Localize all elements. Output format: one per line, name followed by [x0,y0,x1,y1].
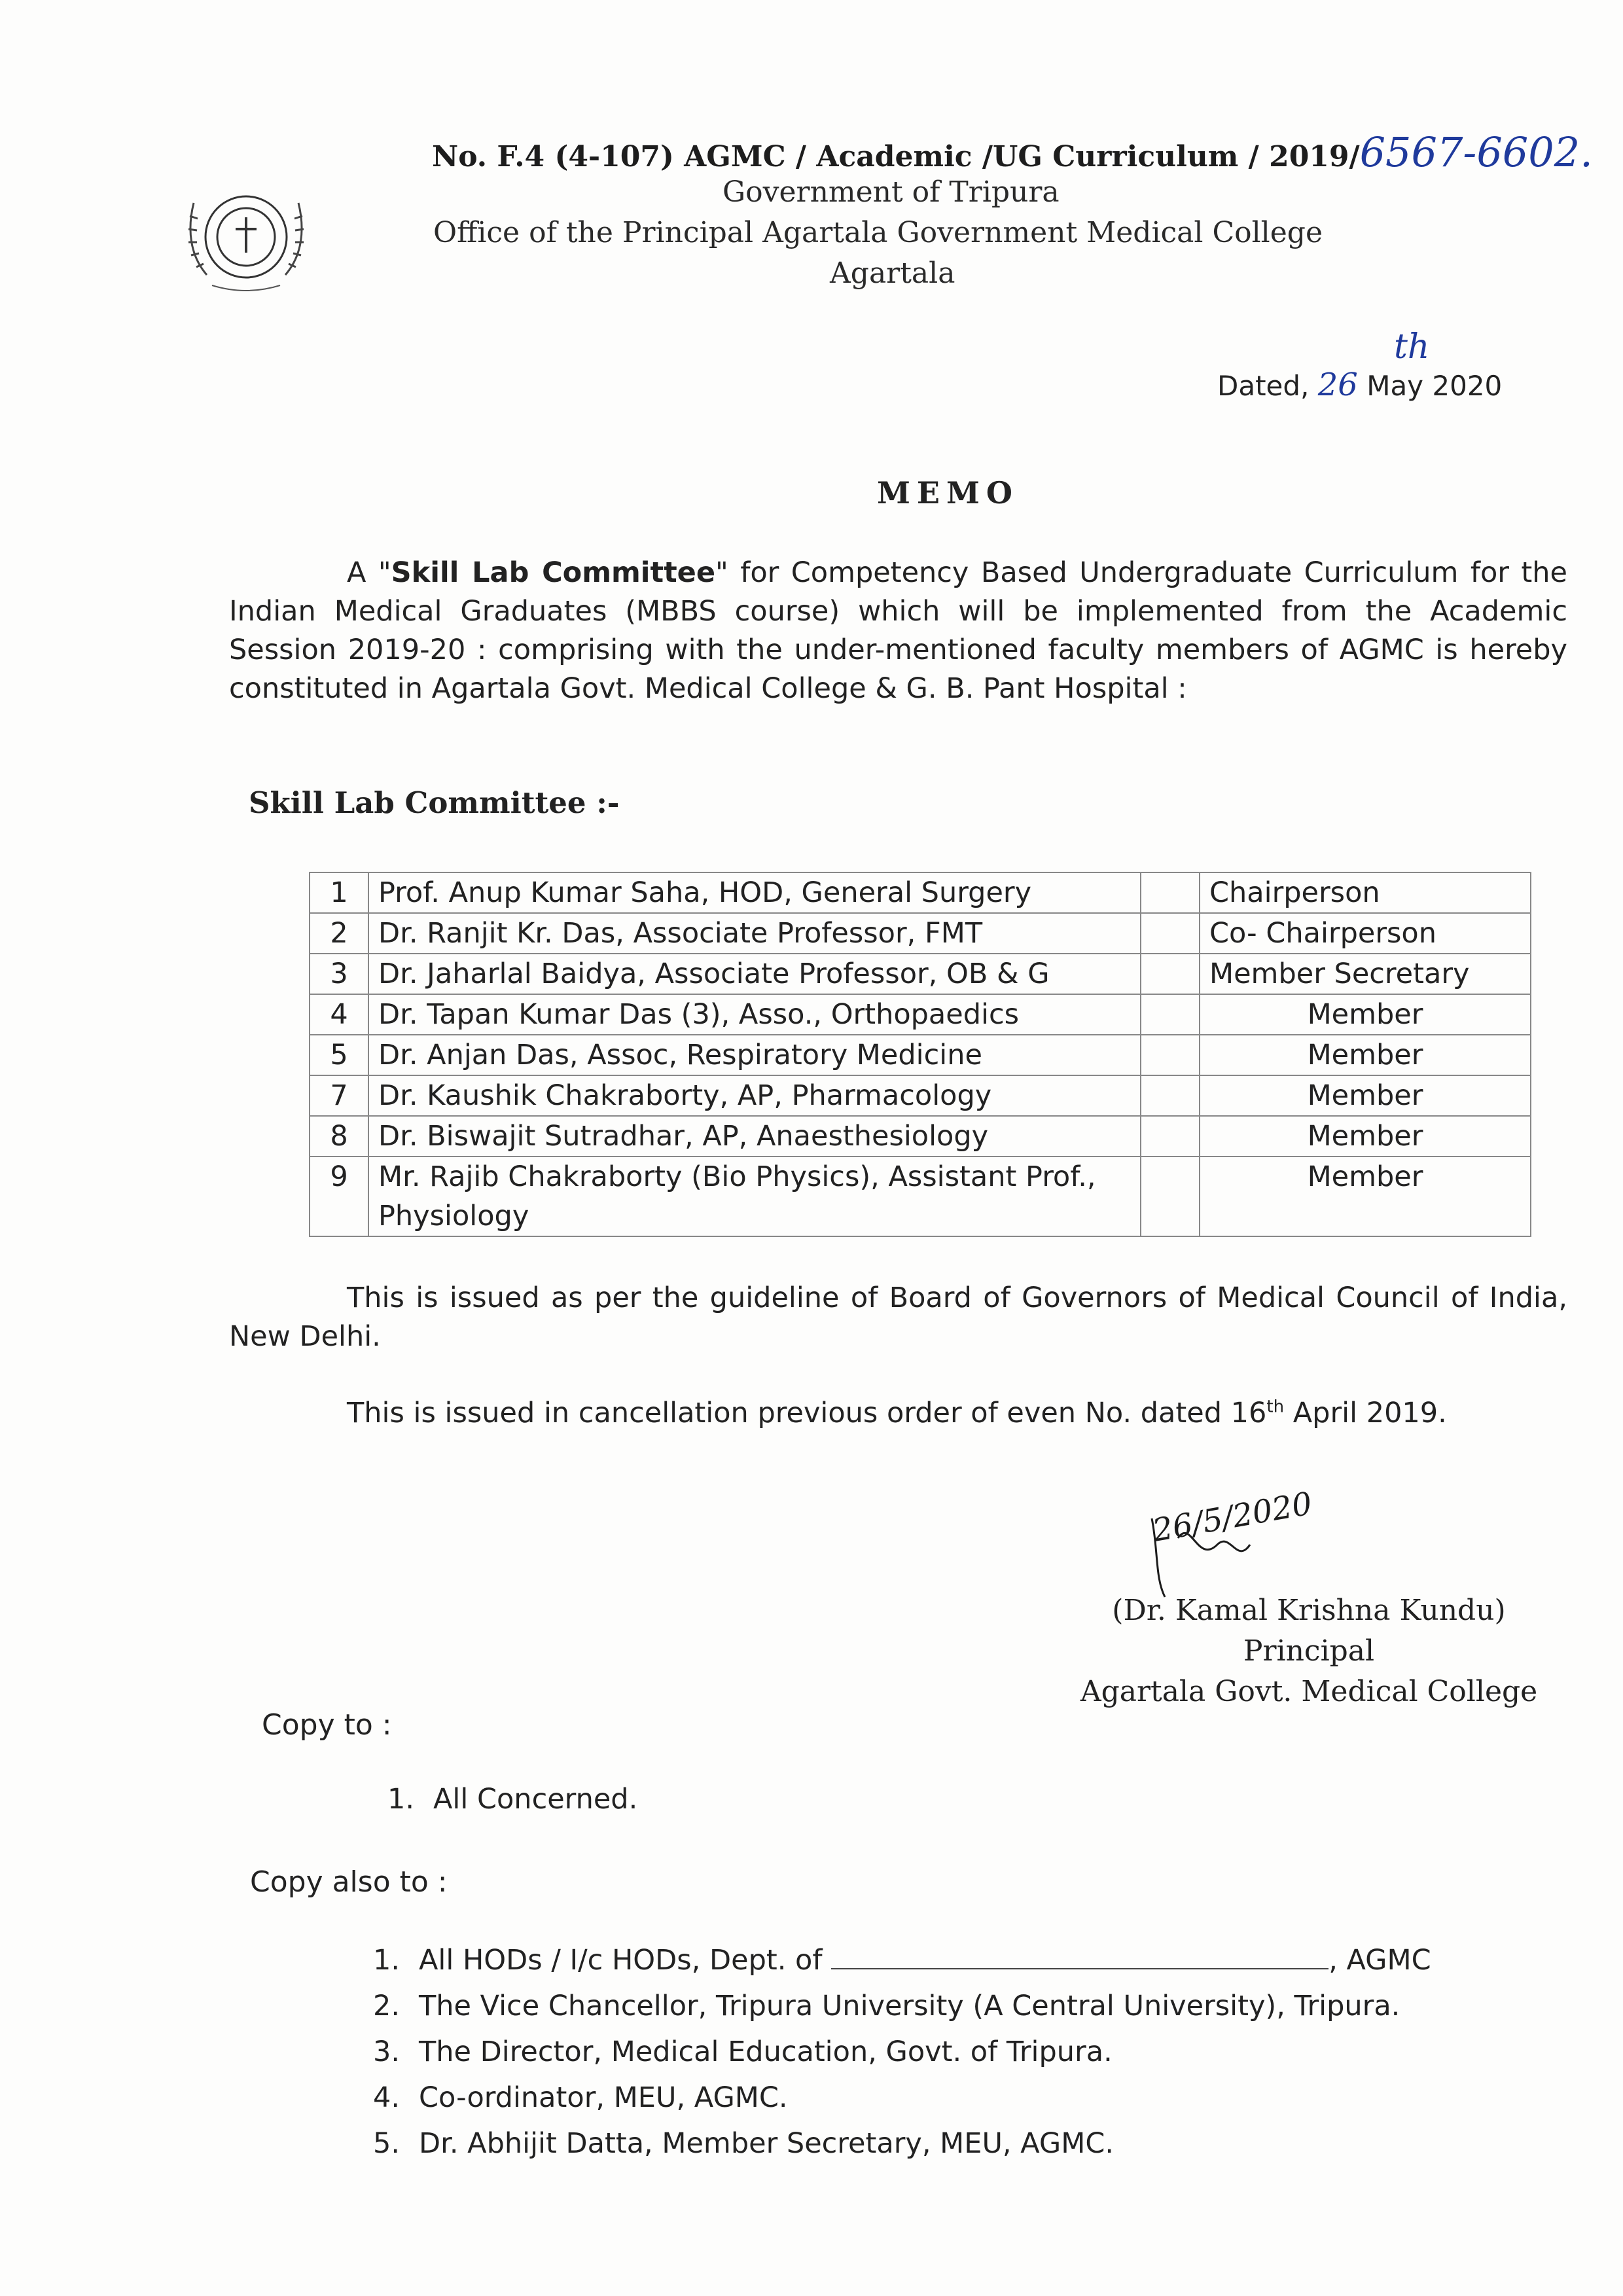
copy-also-to-label: Copy also to : [250,1865,448,1899]
cancellation-line [347,1397,1447,1429]
guideline-text: This is issued as per the guideline of Board of Governors of Medical Council of India, New Delhi. [229,1282,1567,1353]
member-name: Dr. Ranjit Kr. Das, Associate Professor, FMT [368,913,1141,954]
member-number: 9 [310,1157,368,1236]
list-item [373,2029,1431,2075]
section-heading: Skill Lab Committee :- [249,785,620,820]
list-item [373,2121,1431,2166]
list-item-number: 5. [373,2127,401,2160]
signature-block [1034,1590,1584,1712]
signatory-designation: Principal [1243,1634,1375,1668]
copy-to-list [387,1776,637,1822]
table-row [310,1035,1531,1075]
date-ordinal-handwritten: th [1394,327,1430,367]
member-spacer [1141,872,1200,913]
list-item-number: 1. [373,1944,401,1977]
member-number: 7 [310,1075,368,1116]
member-number: 4 [310,994,368,1035]
table-row [310,913,1531,954]
member-name: Mr. Rajib Chakraborty (Bio Physics), Assistant Prof., Physiology [368,1157,1141,1236]
guideline-paragraph [229,1279,1567,1356]
cancellation-sup: th [1266,1397,1285,1417]
copy-also-to-list [373,1937,1431,2166]
member-role: Member [1200,1116,1531,1157]
member-number: 5 [310,1035,368,1075]
member-number: 1 [310,872,368,913]
committee-table [309,872,1531,1237]
member-spacer [1141,994,1200,1035]
list-item-number: 2. [373,1990,401,2022]
signatory-name: (Dr. Kamal Krishna Kundu) [1112,1594,1506,1627]
list-item [373,2075,1431,2121]
member-spacer [1141,1035,1200,1075]
date-month-year: May 2020 [1366,370,1503,402]
intro-lead: A " [347,556,391,589]
city-line: Agartala [830,257,955,290]
member-name: Dr. Biswajit Sutradhar, AP, Anaesthesiology [368,1116,1141,1157]
member-role: Member [1200,994,1531,1035]
government-line: Government of Tripura [722,175,1060,209]
cancellation-text-after: April 2019. [1284,1397,1447,1429]
office-line: Office of the Principal Agartala Government Medical College [433,216,1323,249]
copy-to-label: Copy to : [262,1708,392,1742]
member-number: 3 [310,954,368,994]
member-spacer [1141,954,1200,994]
list-item [373,1983,1431,2029]
member-number: 2 [310,913,368,954]
member-spacer [1141,1116,1200,1157]
date-prefix: Dated, [1217,370,1310,402]
member-role: Member [1200,1075,1531,1116]
list-item-text: All HODs / I/c HODs, Dept. of [419,1944,823,1977]
intro-committee-name: Skill Lab Committee [391,556,715,589]
list-item [387,1776,637,1822]
member-role: Co- Chairperson [1200,913,1531,954]
member-spacer [1141,913,1200,954]
intro-paragraph [229,554,1567,708]
table-row [310,954,1531,994]
list-item-number: 4. [373,2081,401,2114]
date-day-handwritten: 26 [1317,367,1358,403]
handwritten-number-range: 6567-6602. [1359,128,1593,176]
member-role: Chairperson [1200,872,1531,913]
list-item-text: The Vice Chancellor, Tripura University (A Central University), Tripura. [419,1990,1400,2022]
table-row [310,1116,1531,1157]
list-item-text: All Concerned. [433,1783,638,1816]
fill-in-blank [831,1945,1329,1969]
list-item-number: 1. [387,1783,415,1816]
memo-title: MEMO [877,475,1019,511]
member-role: Member Secretary [1200,954,1531,994]
college-emblem-logo [161,177,331,301]
member-role: Member [1200,1157,1531,1236]
date-line [1217,367,1502,403]
list-item-number: 3. [373,2036,401,2068]
handwritten-signature-date: 26/5/2020 [1150,1485,1315,1549]
member-name: Dr. Anjan Das, Assoc, Respiratory Medicine [368,1035,1141,1075]
table-row [310,872,1531,913]
list-item-text: Dr. Abhijit Datta, Member Secretary, MEU, AGMC. [419,2127,1115,2160]
member-name: Prof. Anup Kumar Saha, HOD, General Surgery [368,872,1141,913]
list-item-suffix: , AGMC [1329,1944,1431,1977]
list-item-text: Co-ordinator, MEU, AGMC. [419,2081,788,2114]
signatory-institution: Agartala Govt. Medical College [1080,1675,1538,1708]
memo-number-text: No. F.4 (4-107) AGMC / Academic /UG Curriculum / 2019/ [432,140,1360,173]
member-spacer [1141,1157,1200,1236]
table-row [310,994,1531,1035]
cancellation-text-before: This is issued in cancellation previous order of even No. dated 16 [347,1397,1267,1429]
member-name: Dr. Kaushik Chakraborty, AP, Pharmacology [368,1075,1141,1116]
member-number: 8 [310,1116,368,1157]
list-item-text: The Director, Medical Education, Govt. of Tripura. [419,2036,1113,2068]
list-item [373,1937,1431,1983]
memo-number [432,128,1593,176]
member-role: Member [1200,1035,1531,1075]
intro-rest: " for Competency Based Undergraduate Curriculum for the Indian Medical Graduates (MBBS course) which will be implemented from the Academic Session 2019-20 : comprising with the under-mentioned faculty members of AGMC is hereby constituted in Agartala Govt. Medical College & G. B. Pant Hospital : [229,556,1567,705]
member-spacer [1141,1075,1200,1116]
member-name: Dr. Jaharlal Baidya, Associate Professor, OB & G [368,954,1141,994]
table-row [310,1075,1531,1116]
member-name: Dr. Tapan Kumar Das (3), Asso., Orthopaedics [368,994,1141,1035]
table-row [310,1157,1531,1236]
